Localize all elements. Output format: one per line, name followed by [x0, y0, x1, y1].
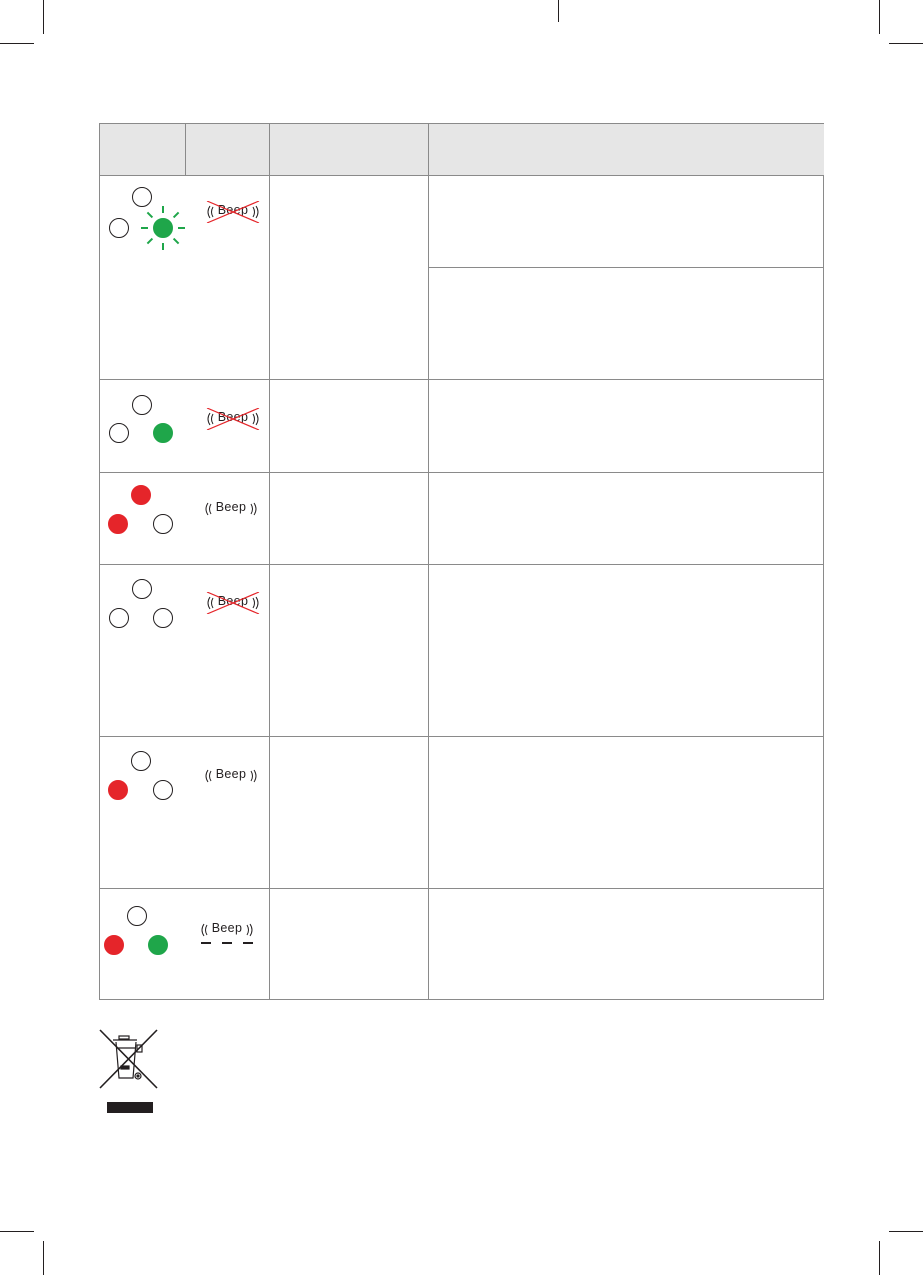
header-cell-meaning [270, 124, 429, 175]
led-right-off [153, 780, 173, 800]
led-right-off [153, 608, 173, 628]
crop-mark [889, 1231, 923, 1232]
row-divider [100, 472, 824, 473]
beep-muted-icon [205, 408, 261, 428]
beep-label: Beep [217, 410, 249, 424]
flash-rays-icon [140, 205, 186, 251]
led-left-off [109, 218, 129, 238]
header-cell-led [100, 124, 186, 175]
led-top-red [131, 485, 151, 505]
led-top-off [132, 395, 152, 415]
led-left-off [109, 608, 129, 628]
crop-mark [43, 0, 44, 34]
header-divider [185, 124, 186, 175]
column-divider [428, 124, 429, 1000]
beep-icon [203, 498, 259, 518]
led-right-off [153, 514, 173, 534]
header-cell-sound [186, 124, 270, 175]
crop-mark [0, 1231, 34, 1232]
crop-mark [879, 1241, 880, 1275]
led-right-green [148, 935, 168, 955]
crop-mark [558, 0, 559, 22]
led-left-red [108, 514, 128, 534]
led-right-green [153, 423, 173, 443]
sub-row-divider [428, 267, 824, 268]
crop-mark [879, 0, 880, 34]
beep-label: Beep [211, 921, 243, 935]
crop-mark [43, 1241, 44, 1275]
led-left-red [104, 935, 124, 955]
beep-label: Beep [217, 594, 249, 608]
column-divider [269, 124, 270, 1000]
row-divider [100, 564, 824, 565]
row-divider [100, 175, 824, 176]
row-divider [100, 736, 824, 737]
row-divider [100, 888, 824, 889]
beep-label: Beep [215, 767, 247, 781]
intermittent-beep-icon [199, 919, 255, 939]
beep-muted-icon [205, 201, 261, 221]
crop-mark [889, 43, 923, 44]
beep-icon [203, 765, 259, 785]
led-top-off [127, 906, 147, 926]
led-left-off [109, 423, 129, 443]
weee-crossed-bin-icon [99, 1028, 159, 1114]
led-top-off [132, 187, 152, 207]
crop-mark [0, 43, 34, 44]
led-top-off [132, 579, 152, 599]
beep-label: Beep [215, 500, 247, 514]
led-left-red [108, 780, 128, 800]
row-divider [100, 379, 824, 380]
status-indicator-table [99, 123, 824, 1000]
beep-muted-icon [205, 592, 261, 612]
header-cell-action [429, 124, 824, 175]
beep-label: Beep [217, 203, 249, 217]
led-top-off [131, 751, 151, 771]
